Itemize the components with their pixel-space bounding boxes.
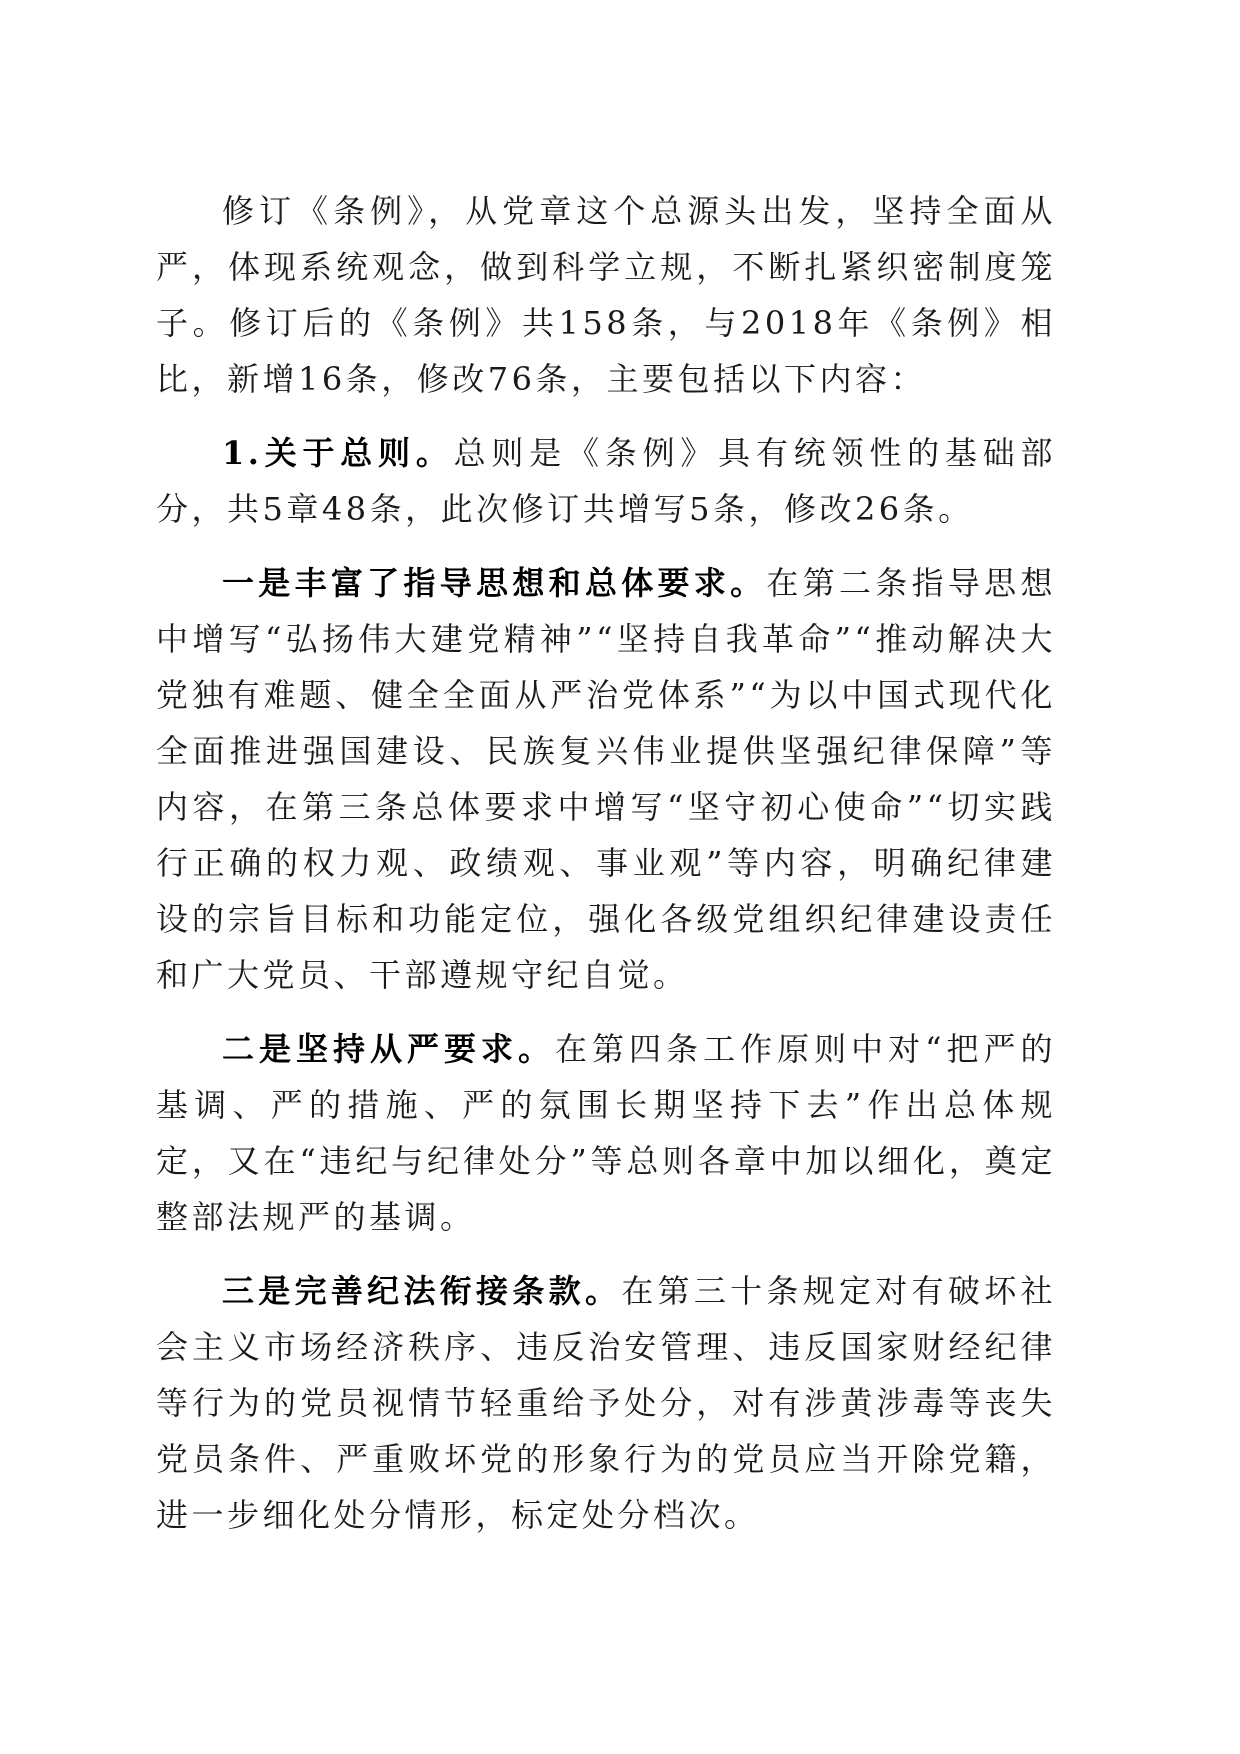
paragraph-lead: 三是完善纪法衔接条款。 — [222, 1272, 622, 1310]
paragraph-lead: 一是丰富了指导思想和总体要求。 — [222, 564, 767, 602]
paragraph-general-provisions — [156, 425, 1056, 537]
paragraph-text: 在第三十条规定对有破坏社会主义市场经济秩序、违反治安管理、违反国家财经纪律等行为的党员视情节轻重给予处分，对有涉黄涉毒等丧失党员条件、严重败坏党的形象行为的党员应当开除党籍，进一步细化处分情形，标定处分档次。 — [156, 1272, 1056, 1534]
paragraph-text: 修订《条例》，从党章这个总源头出发，坚持全面从严，体现系统观念，做到科学立规，不断扎紧织密制度笼子。修订后的《条例》共158条，与2018年《条例》相比，新增16条，修改76条，主要包括以下内容： — [156, 192, 1056, 398]
paragraph-text: 在第二条指导思想中增写“弘扬伟大建党精神”“坚持自我革命”“推动解决大党独有难题、健全全面从严治党体系”“为以中国式现代化全面推进强国建设、民族复兴伟业提供坚强纪律保障”等内容，在第三条总体要求中增写“坚守初心使命”“切实践行正确的权力观、政绩观、事业观”等内容，明确纪律建设的宗旨目标和功能定位，强化各级党组织纪律建设责任和广大党员、干部遵规守纪自觉。 — [156, 564, 1056, 994]
paragraph-text: 在第四条工作原则中对“把严的基调、严的措施、严的氛围长期坚持下去”作出总体规定，又在“违纪与纪律处分”等总则各章中加以细化，奠定整部法规严的基调。 — [156, 1030, 1056, 1236]
paragraph-lead: 二是坚持从严要求。 — [222, 1030, 556, 1068]
paragraph-text: 总则是《条例》具有统领性的基础部分，共5章48条，此次修订共增写5条，修改26条。 — [156, 434, 1056, 528]
paragraph-lead: 1.关于总则。 — [222, 434, 454, 472]
paragraph-point-three — [156, 1263, 1056, 1543]
paragraph-point-two — [156, 1021, 1056, 1245]
paragraph-intro — [156, 183, 1056, 407]
document-body — [156, 183, 1056, 1561]
paragraph-point-one — [156, 555, 1056, 1003]
